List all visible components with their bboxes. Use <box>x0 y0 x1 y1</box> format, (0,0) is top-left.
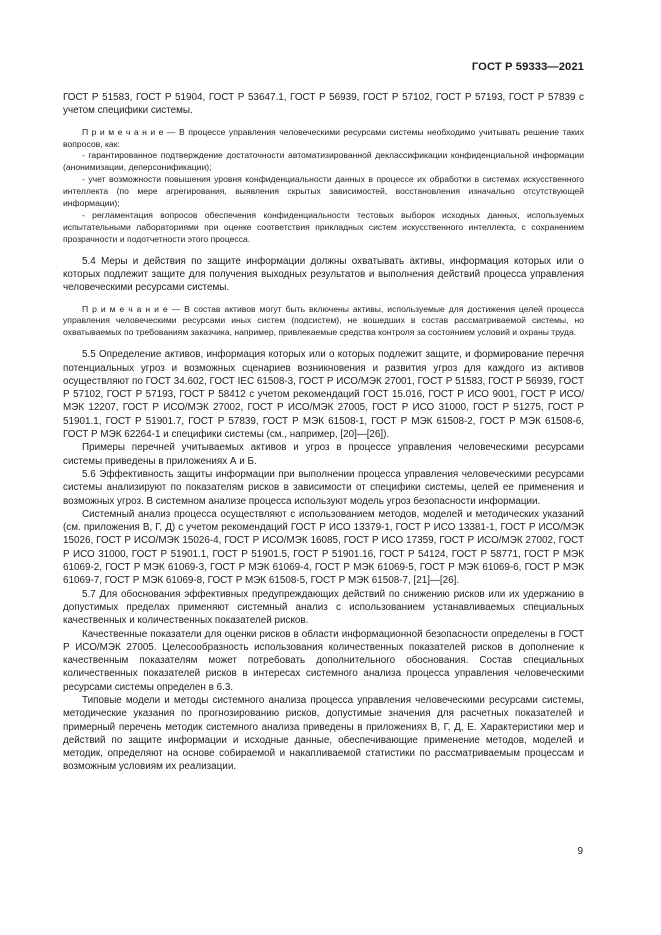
standard-designation: ГОСТ Р 59333—2021 <box>471 61 584 73</box>
note-1-bullet: - регламентация вопросов обеспечения конфиденциальности тестовых выборок исходных данных, используемых испытательными лабораториями при оценке соответствия прикладных систем искусственного интеллекта, с сохранением прозрачности и подотчетности этого процесса. <box>63 209 584 244</box>
clause-5-4: 5.4 Меры и действия по защите информации должны охватывать активы, информация которых или о которых подлежит защите для получения выходных результатов и выполнения действий процесса управления человеческими ресурсами системы. <box>63 255 584 294</box>
clause-5-7-models: Типовые модели и методы системного анализа процесса управления человеческими ресурсами системы, методические указания по прогнозированию рисков, допустимые значения для расчетных показателей и примерный перечень методик системного анализа приведены в приложениях В, Г, Д, Е. Характеристики мер и действий по защите информации и исходные данные, обеспечивающие применение методов, моделей и методик, определяют на основе собираемой и накапливаемой статистики по рассматриваемым процессам и возможным условиям их реализации. <box>63 694 584 773</box>
document-body <box>63 91 584 774</box>
clause-5-7-qualitative: Качественные показатели для оценки рисков в области информационной безопасности определены в ГОСТ Р ИСО/МЭК 27005. Целесообразность использования количественных показателей рисков в дополнение к качественным показателям может потребовать дополнительного обоснования. Состав специальных количественных показателей рисков в интересах системного анализа процесса управления человеческими ресурсами системы определен в 6.3. <box>63 628 584 693</box>
note-1-intro: П р и м е ч а н и е — В процессе управления человеческими ресурсами системы необходимо учитывать решение таких вопросов, как: <box>63 126 584 149</box>
note-2: П р и м е ч а н и е — В состав активов могут быть включены активы, используемые для достижения целей процесса управления человеческими ресурсами иных систем (подсистем), не вошедших в состав рассматриваемой системы, но охватываемых по требованиям заказчика, например, привлекаемые средства контроля за состоянием условий и охраны труда. <box>63 303 584 338</box>
clause-5-7: 5.7 Для обоснования эффективных предупреждающих действий по снижению рисков или их удержанию в допустимых пределах применяют системный анализ с использованием устанавливаемых специальных качественных и количественных показателей рисков. <box>63 588 584 627</box>
clause-5-6-analysis: Системный анализ процесса осуществляют с использованием методов, моделей и методических указаний (см. приложения В, Г, Д) с учетом рекомендаций ГОСТ Р ИСО 13379-1, ГОСТ Р ИСО 13381-1, ГОСТ Р ИСО/МЭК 15026, ГОСТ Р ИСО/МЭК 15026-4, ГОСТ Р ИСО/МЭК 16085, ГОСТ Р ИСО 17359, ГОСТ Р ИСО/МЭК 27002, ГОСТ Р ИСО 31000, ГОСТ Р 51901.1, ГОСТ Р 51901.5, ГОСТ Р 51901.16, ГОСТ Р 54124, ГОСТ Р 58771, ГОСТ Р МЭК 61069-2, ГОСТ Р МЭК 61069-3, ГОСТ Р МЭК 61069-4, ГОСТ Р МЭК 61069-5, ГОСТ Р МЭК 61069-6, ГОСТ Р МЭК 61069-7, ГОСТ Р МЭК 61069-8, ГОСТ Р МЭК 61508-5, ГОСТ Р МЭК 61508-7, [21]—[26]. <box>63 508 584 587</box>
page-number: 9 <box>577 846 583 857</box>
clause-5-5-examples: Примеры перечней учитываемых активов и угроз в процессе управления человеческими ресурсами системы приведены в приложениях А и Б. <box>63 442 584 467</box>
note-1-bullet: - гарантированное подтверждение достаточности автоматизированной деклассификации конфиденциальной информации (анонимизации, деперсонификации); <box>63 150 584 173</box>
paragraph-continuation: ГОСТ Р 51583, ГОСТ Р 51904, ГОСТ Р 53647.1, ГОСТ Р 56939, ГОСТ Р 57102, ГОСТ Р 57193, ГОСТ Р 57839 с учетом специфики системы. <box>63 92 584 117</box>
clause-5-5: 5.5 Определение активов, информация которых или о которых подлежит защите, и формирование перечня потенциальных угроз и возможных сценариев возникновения и развития угроз для каждого из активов осуществляют по ГОСТ 34.602, ГОСТ IEC 61508-3, ГОСТ Р ИСО/МЭК 27001, ГОСТ Р 51583, ГОСТ Р 56939, ГОСТ Р 57102, ГОСТ Р 57193, ГОСТ Р 58412 с учетом рекомендаций ГОСТ 15.016, ГОСТ Р ИСО 9001, ГОСТ Р ИСО/МЭК 12207, ГОСТ Р ИСО/МЭК 27002, ГОСТ Р ИСО/МЭК 27005, ГОСТ Р ИСО 31000, ГОСТ Р 51275, ГОСТ Р 51901.1, ГОСТ Р 51901.7, ГОСТ Р 57839, ГОСТ Р МЭК 61508-1, ГОСТ Р МЭК 61508-2, ГОСТ Р МЭК 61508-6, ГОСТ Р МЭК 62264-1 и специфики системы (см., например, [20]—[26]). <box>63 349 584 441</box>
clause-5-6: 5.6 Эффективность защиты информации при выполнении процесса управления человеческими ресурсами системы анализируют по показателям рисков в зависимости от специфики системы, целей ее применения и возможных угроз. В системном анализе процесса используют модель угроз безопасности информации. <box>63 468 584 507</box>
note-1-bullet: - учет возможности повышения уровня конфиденциальности данных в процессе их обработки в системах искусственного интеллекта (по мере агрегирования, выявления скрытых зависимостей, восстановления изначально отсутствующей информации); <box>63 174 584 209</box>
